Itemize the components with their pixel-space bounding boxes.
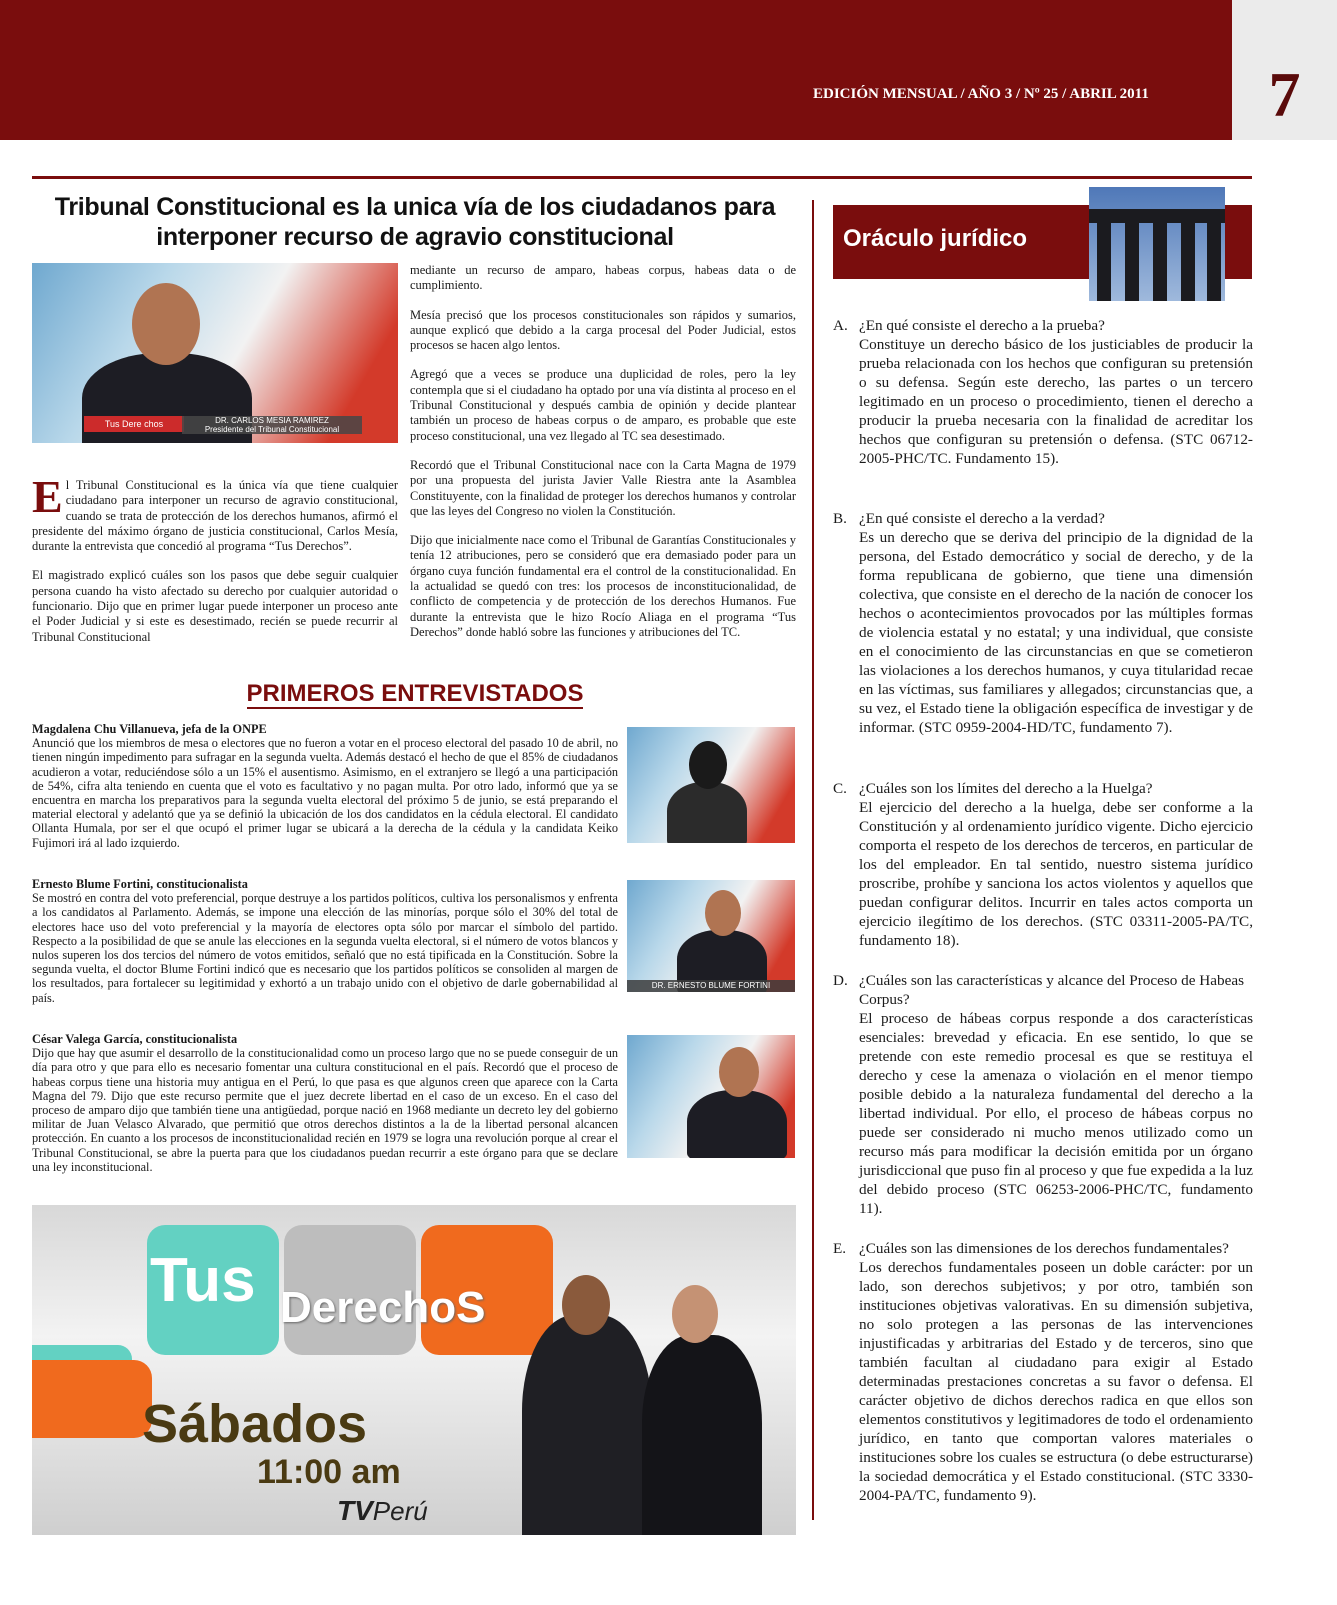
- oraculo-header-stripe: [1225, 205, 1252, 279]
- promo-channel: [337, 1495, 428, 1527]
- host-female-head: [672, 1285, 718, 1343]
- header-band: [0, 0, 1232, 140]
- chu-head: [689, 741, 727, 789]
- caption-role: Presidente del Tribunal Constitucional: [204, 425, 340, 434]
- promo-logo-derechos: DerechoS: [280, 1283, 486, 1332]
- interview-text: Anunció que los miembros de mesa o electores que no fueron a votar en el proceso electoral del pasado 10 de abril, no tienen ningún impedimento para sufragar en la segunda vuelta. Además destacó el hecho de que el 85% de ciudadanos acudieron a votar, reduciéndose sólo a un 15% el ausentismo. Asimismo, en el extranjero se llegó a una participación de 54%, cifra alta teniendo en cuenta que el voto es facultativo y no pagan multa. Por otro lado, informó que ya se encuentra en marcha los preparativos para la segunda vuelta electoral del próximo 5 de junio, se está preparando el material electoral y adelantó que ya se definió la ubicación de los dos candidatos en la cédula electoral. El candidato Ollanta Humala, por ser el que ocupó el primer lugar se ubicará a la derecha de la cédula y la candidata Keiko Fujimori irá al lado izquierdo.: [32, 736, 618, 850]
- article-paragraph: Dijo que inicialmente nace como el Tribunal de Garantías Constitucionales y tenía 12 atribuciones, pero se consideró que era demasiado poder para un órgano cuya función fundamental era el control de la constitucionalidad. En la actualidad se quedó con tres: los procesos de inconstitucionalidad, de conflicto de competencia y de protección de los derechos Humanos. Fue durante la entrevista que le hizo Rocío Aliaga en el programa “Tus Derechos” donde habló sobre las funciones y atribuciones del TC.: [410, 533, 796, 639]
- page-number: 7: [1232, 0, 1337, 140]
- valega-photo: [627, 1035, 795, 1158]
- article-left-column: [32, 471, 398, 659]
- column-divider: [812, 200, 814, 1520]
- interviewee-name: Magdalena Chu Villanueva, jefa de la ONPE: [32, 722, 267, 736]
- oraculo-item-a: [833, 316, 1253, 468]
- oraculo-answer: El proceso de hábeas corpus responde a dos características esenciales: brevedad y eficacia. En ese sentido, lo que se pretende con este remedio procesal es que se restituya el derecho y cese la amenaza o violación en el menor tiempo posible debido a la naturaleza fundamental del derecho a la libertad individual. Por ello, el proceso de hábeas corpus no puede ser considerado ni mucho menos utilizado como un recurso más para modificar la decisión emitida por un órgano jurisdiccional que puso fin al proceso y que fue expedida a la luz del debido proceso (STC 06253-2006-PHC/TC, fundamento 11).: [859, 1010, 1253, 1217]
- oraculo-answer: El ejercicio del derecho a la huelga, debe ser conforme a la Constitución y al ordenamiento jurídico vigente. Dicho ejercicio comporta el respeto de los derechos de terceros, en particular de los del empleador. En tal sentido, nuestro sistema jurídico proscribe, prohíbe y sanciona los actos violentos y aquellos que puedan configurar delitos. Incurrir en tales actos comporta un ejercicio ilegítimo de los derechos. (STC 03311-2005-PA/TC, fundamento 18).: [859, 799, 1253, 949]
- interview-item: [32, 1032, 618, 1174]
- oraculo-title: Oráculo jurídico: [843, 225, 1028, 252]
- oraculo-answer: Es un derecho que se deriva del principio de la dignidad de la persona, del Estado democrático y social de derecho, y de la forma republicana de gobierno, que tiene una dimensión colectiva, que consiste en el derecho de la nación de conocer los hechos o acontecimientos provocados por las múltiples formas de violencia estatal y no estatal; y una individual, que consiste en el conocimiento de las circunstancias en que se cometieron las violaciones a los derechos humanos, y cuya titularidad recae en las víctimas, sus familiares y allegados; circunstancias que, a su vez, el Estado tiene la obligación específica de investigar y de informar. (STC 0959-2004-HD/TC, fundamento 7).: [859, 529, 1253, 736]
- oraculo-question: C. ¿Cuáles son los límites del derecho a la Huelga?: [833, 780, 1153, 797]
- host-female-figure: [642, 1335, 762, 1535]
- interview-item: [32, 877, 618, 1005]
- oraculo-question: D. ¿Cuáles son las características y alcance del Proceso de Habeas Corpus?: [833, 972, 1244, 1008]
- valega-figure: [687, 1090, 787, 1158]
- column-shape: [1125, 217, 1139, 301]
- oraculo-answer: Constituye un derecho básico de los justiciables de producir la prueba relacionada con los hechos que configuran su pretensión o su defensa. Según este derecho, las partes o un tercero legitimado en un proceso o procedimiento, tienen el derecho a producir la prueba necesaria con la finalidad de acreditar los hechos que configuran su pretensión o defensa. (STC 06712-2005-PHC/TC. Fundamento 15).: [859, 336, 1253, 467]
- blume-head: [705, 890, 741, 936]
- column-shape: [1153, 217, 1167, 301]
- chu-figure: [667, 782, 747, 843]
- host-male-head: [562, 1275, 610, 1335]
- interviewee-name: César Valega García, constitucionalista: [32, 1032, 238, 1046]
- article-paragraph: El Tribunal Constitucional es la única vía que tiene cualquier ciudadano para interponer un recurso de agravio constitucional, cuando se trata de protección de los derechos humanos, afirmó el presidente del máximo órgano de justicia constitucional, Carlos Mesía, durante la entrevista que concedió al programa “Tus Derechos”.: [32, 471, 398, 554]
- oraculo-item-b: [833, 509, 1253, 737]
- interview-item: [32, 722, 618, 850]
- oraculo-question: E. ¿Cuáles son las dimensiones de los derechos fundamentales?: [833, 1240, 1229, 1257]
- tus-derechos-promo: [32, 1205, 796, 1535]
- article-headline: [30, 192, 800, 252]
- column-shape: [1207, 217, 1221, 301]
- promo-channel-name: Perú: [372, 1496, 428, 1526]
- interviewee-name: Ernesto Blume Fortini, constitucionalista: [32, 877, 248, 891]
- article-paragraph: El magistrado explicó cuáles son los pasos que debe seguir cualquier persona cuando ha visto afectado su derecho por cualquier autoridad o funcionario. Dijo que en primer lugar puede interponer un proceso ante el Poder Judicial y si este es desestimado, recién se puede recurrir al Tribunal Constitucional: [32, 568, 398, 644]
- blume-photo: [627, 880, 795, 992]
- column-shape: [1181, 217, 1195, 301]
- photo-logo: Tus Dere chos: [84, 416, 184, 432]
- promo-day: Sábados: [142, 1394, 368, 1454]
- oraculo-question: B. ¿En qué consiste el derecho a la verdad?: [833, 510, 1105, 527]
- interview-text: Se mostró en contra del voto preferencial, porque destruye a los partidos políticos, cultiva los personalismos y enfrenta a los candidatos al Parlamento. Además, se impone una elección de las minorías, porque sólo el 30% del total de electores hace uso del voto preferencial y la mayoría de electores opta sólo por marcar el símbolo del partido. Respecto a la posibilidad de que se anule las elecciones en la segunda vuelta electoral, si el número de votos blancos y nulos superen los dos tercios del número de votos emitidos, señaló que no está tipificada en la Constitución. Sobre la segunda vuelta, el doctor Blume Fortini indicó que es necesario que los partidos políticos se consoliden al margen de los resultados, para fortalecer su legitimidad y exhortó a un trabajo unido con el objetivo de darle gobernabilidad al país.: [32, 891, 618, 1005]
- column-shape: [1097, 217, 1111, 301]
- article-paragraph: Agregó que a veces se produce una duplicidad de roles, pero la ley contempla que si el ciudadano ha optado por una vía distinta al proceso en el Tribunal Constitucional y después cambia de opinión y decide plantear también un proceso de habeas corpus o de amparo, es probable que este proceso constitucional, una vez llegado al TC sea desestimado.: [410, 367, 796, 443]
- temple-columns-photo: [1089, 187, 1225, 301]
- article-paragraph: mediante un recurso de amparo, habeas corpus, habeas data o de cumplimiento.: [410, 263, 796, 293]
- headline-line-1: Tribunal Constitucional es la unica vía de los ciudadanos para: [54, 193, 776, 221]
- oraculo-item-c: [833, 779, 1253, 950]
- interview-text: Dijo que hay que asumir el desarrollo de la constitucionalidad como un proceso largo que no se puede conseguir de un día para otro y que para ello es necesario fomentar una cultura constitucional en el país. Recordó que el proceso de habeas corpus tiene una historia muy antigua en el Perú, lo que pasa es que algunos creen que aparece con la Carta Magna del 79. Dijo que este recurso permite que el juez decrete libertad en el caso de un exceso. En el caso del proceso de amparo dijo que también tiene una antigüedad, porque nació en 1968 mediante un decreto ley del gobierno militar de Juan Velasco Alvarado, que permitió que otros derechos distintos a la de la libertad personal alcancen protección. En cuanto a los procesos de inconstitucionalidad recién en 1979 se logra una revolución porque al crear el Tribunal Constitucional, se abre la puerta para que los ciudadanos puedan recurrir a este órgano para que se declare una ley inconstitucional.: [32, 1046, 618, 1174]
- dropcap: E: [32, 471, 63, 522]
- caption-name: DR. CARLOS MESIA RAMIREZ: [215, 416, 329, 425]
- host-male-figure: [522, 1315, 652, 1535]
- valega-head: [719, 1047, 759, 1097]
- photo-caption: [182, 416, 362, 434]
- top-rule: [32, 176, 1252, 179]
- headline-line-2: interponer recurso de agravio constitucional: [156, 223, 674, 251]
- article-paragraph: Recordó que el Tribunal Constitucional nace con la Carta Magna de 1979 por una propuesta del jurista Javier Valle Riestra ante la Asamblea Constituyente, con la finalidad de proteger los derechos humanos y controlar que las leyes del Congreso no violen la Constitución.: [410, 457, 796, 518]
- promo-logo-tus: Tus: [150, 1246, 256, 1315]
- oraculo-item-d: [833, 971, 1253, 1218]
- oraculo-answer: Los derechos fundamentales poseen un doble carácter: por un lado, son derechos subjetivos; y por otro, también son instituciones objetivas valorativas. En su dimensión subjetiva, no solo protegen a las personas de las intervenciones injustificadas y arbitrarias del Estado y de terceros, sino que también facultan al ciudadano para exigir al Estado determinadas prestaciones concretas a su favor o defensa. El carácter objetivo de dichos derechos radica en que ellos son elementos constitutivos y legitimadores de todo el ordenamiento jurídico, en tanto que comportan valores materiales o instituciones sobre los cuales se estructura (o debe estructurarse) la sociedad democrática y el Estado constitucional. (STC 3330-2004-PA/TC, fundamento 9).: [859, 1259, 1253, 1504]
- promo-channel-tv: TV: [337, 1495, 373, 1526]
- article-right-column: [410, 263, 796, 654]
- oraculo-item-e: [833, 1239, 1253, 1505]
- chu-photo: [627, 727, 795, 843]
- edition-label: EDICIÓN MENSUAL / AÑO 3 / Nº 25 / ABRIL 2011: [813, 86, 1149, 102]
- promo-orange-block: [32, 1360, 152, 1438]
- blume-caption: DR. ERNESTO BLUME FORTINI: [627, 980, 795, 992]
- interviews-section-title: PRIMEROS ENTREVISTADOS: [246, 680, 584, 707]
- oraculo-question: A. ¿En qué consiste el derecho a la prueba?: [833, 317, 1105, 334]
- mesia-photo: [32, 263, 398, 443]
- promo-time: 11:00 am: [257, 1453, 401, 1491]
- mesia-head: [132, 283, 200, 365]
- article-paragraph: Mesía precisó que los procesos constitucionales son rápidos y sumarios, aunque explicó que debido a la carga procesal del Poder Judicial, estos procesos se hacen algo lentos.: [410, 307, 796, 353]
